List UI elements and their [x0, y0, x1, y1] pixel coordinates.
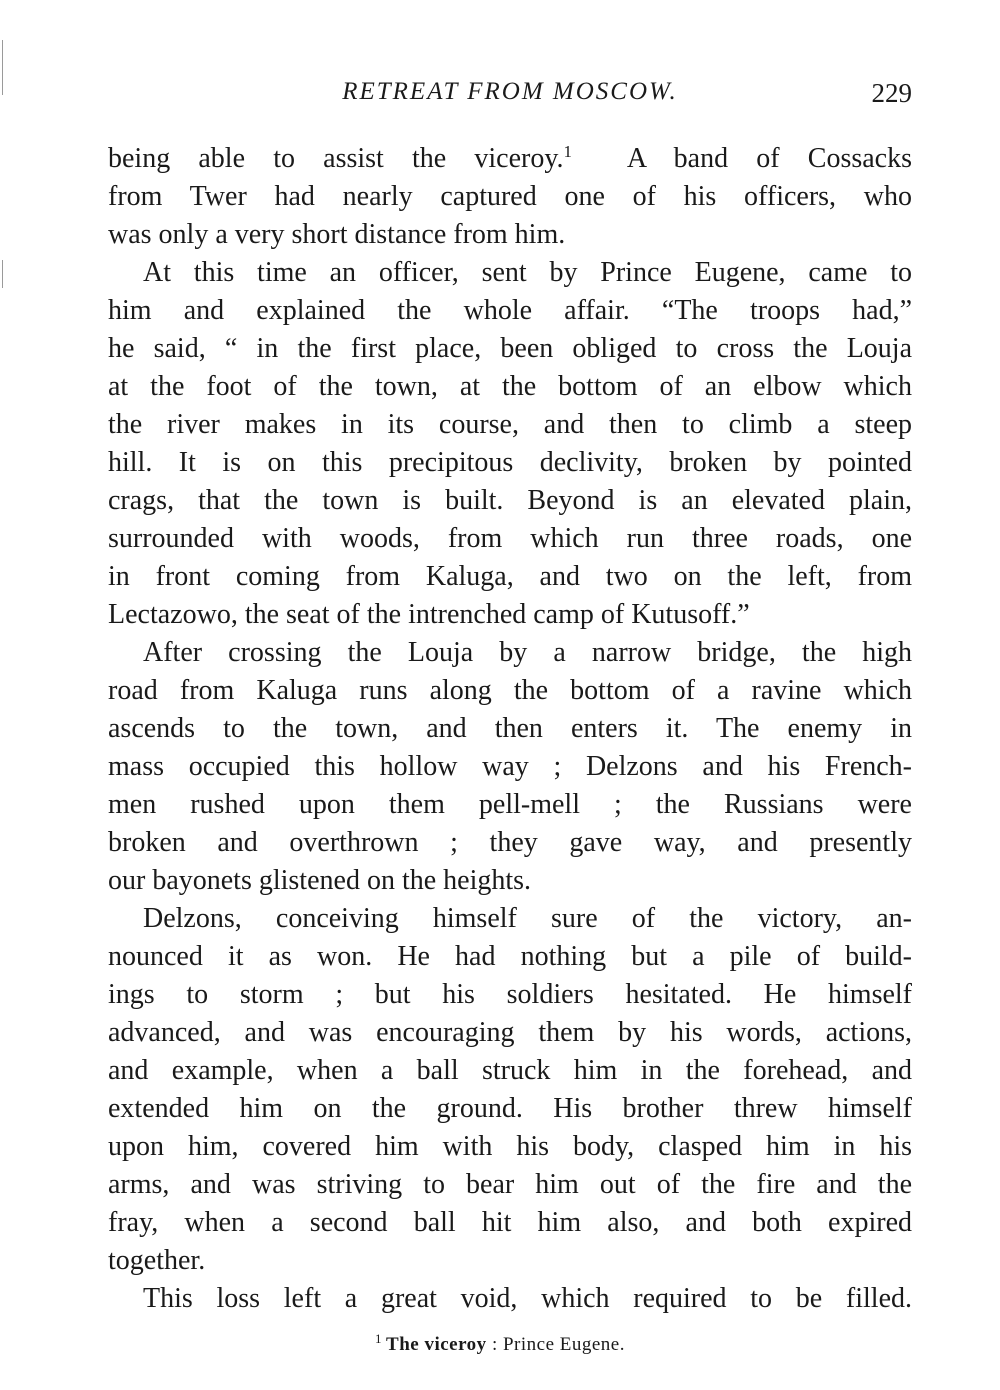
- footnote-separator: :: [486, 1334, 503, 1355]
- running-title: RETREAT FROM MOSCOW.: [342, 78, 678, 105]
- body-text: [108, 140, 912, 1318]
- text-line: Delzons, conceiving himself sure of the victory, an-: [143, 903, 912, 934]
- text-line: mass occupied this hollow way ; Delzons and his French-: [108, 751, 912, 782]
- footnote: [0, 1331, 1000, 1356]
- text-segment: A band of Cossacks: [572, 143, 912, 174]
- text-line: arms, and was striving to bear him out of the fire and the: [108, 1169, 912, 1200]
- footnote-term: The viceroy: [386, 1334, 487, 1355]
- text-line: ascends to the town, and then enters it. The enemy in: [108, 713, 912, 744]
- text-line: in front coming from Kaluga, and two on the left, from: [108, 561, 912, 592]
- text-line: he said, “ in the first place, been obliged to cross the Louja: [108, 333, 912, 364]
- text-line: hill. It is on this precipitous declivity, broken by pointed: [108, 447, 912, 478]
- text-line: Lectazowo, the seat of the intrenched camp of Kutusoff.”: [108, 599, 750, 630]
- text-line: advanced, and was encouraging them by his words, actions,: [108, 1017, 912, 1048]
- text-line: nounced it as won. He had nothing but a pile of build-: [108, 941, 912, 972]
- text-line: After crossing the Louja by a narrow bridge, the high: [143, 637, 912, 668]
- footnote-definition: Prince Eugene.: [502, 1334, 625, 1355]
- text-line: This loss left a great void, which required to be filled.: [143, 1283, 912, 1314]
- text-line: was only a very short distance from him.: [108, 219, 566, 250]
- footnote-reference: 1: [563, 142, 573, 161]
- footnote-number: 1: [375, 1331, 383, 1346]
- text-line: him and explained the whole affair. “The troops had,”: [108, 295, 912, 326]
- text-line: surrounded with woods, from which run three roads, one: [108, 523, 912, 554]
- text-line: and example, when a ball struck him in the forehead, and: [108, 1055, 912, 1086]
- text-line: At this time an officer, sent by Prince Eugene, came to: [143, 257, 912, 288]
- text-line: upon him, covered him with his body, clasped him in his: [108, 1131, 912, 1162]
- text-segment: being able to assist the viceroy.: [108, 143, 564, 174]
- text-line: extended him on the ground. His brother threw himself: [108, 1093, 912, 1124]
- text-line: fray, when a second ball hit him also, and both expired: [108, 1207, 912, 1238]
- text-line: our bayonets glistened on the heights.: [108, 865, 532, 896]
- text-line: men rushed upon them pell-mell ; the Russians were: [108, 789, 912, 820]
- scan-edge-mark: [2, 260, 3, 288]
- text-line: ings to storm ; but his soldiers hesitated. He himself: [108, 979, 912, 1010]
- text-line: the river makes in its course, and then to climb a steep: [108, 409, 912, 440]
- text-line: at the foot of the town, at the bottom of an elbow which: [108, 371, 912, 402]
- text-line: [108, 140, 912, 178]
- text-line: road from Kaluga runs along the bottom of a ravine which: [108, 675, 912, 706]
- text-line: broken and overthrown ; they gave way, and presently: [108, 827, 912, 858]
- text-line: crags, that the town is built. Beyond is an elevated plain,: [108, 485, 912, 516]
- scan-edge-mark: [2, 40, 3, 95]
- text-line: from Twer had nearly captured one of his officers, who: [108, 181, 912, 212]
- page-number: 229: [871, 78, 912, 108]
- text-line: together.: [108, 1245, 206, 1276]
- running-head: [108, 78, 912, 114]
